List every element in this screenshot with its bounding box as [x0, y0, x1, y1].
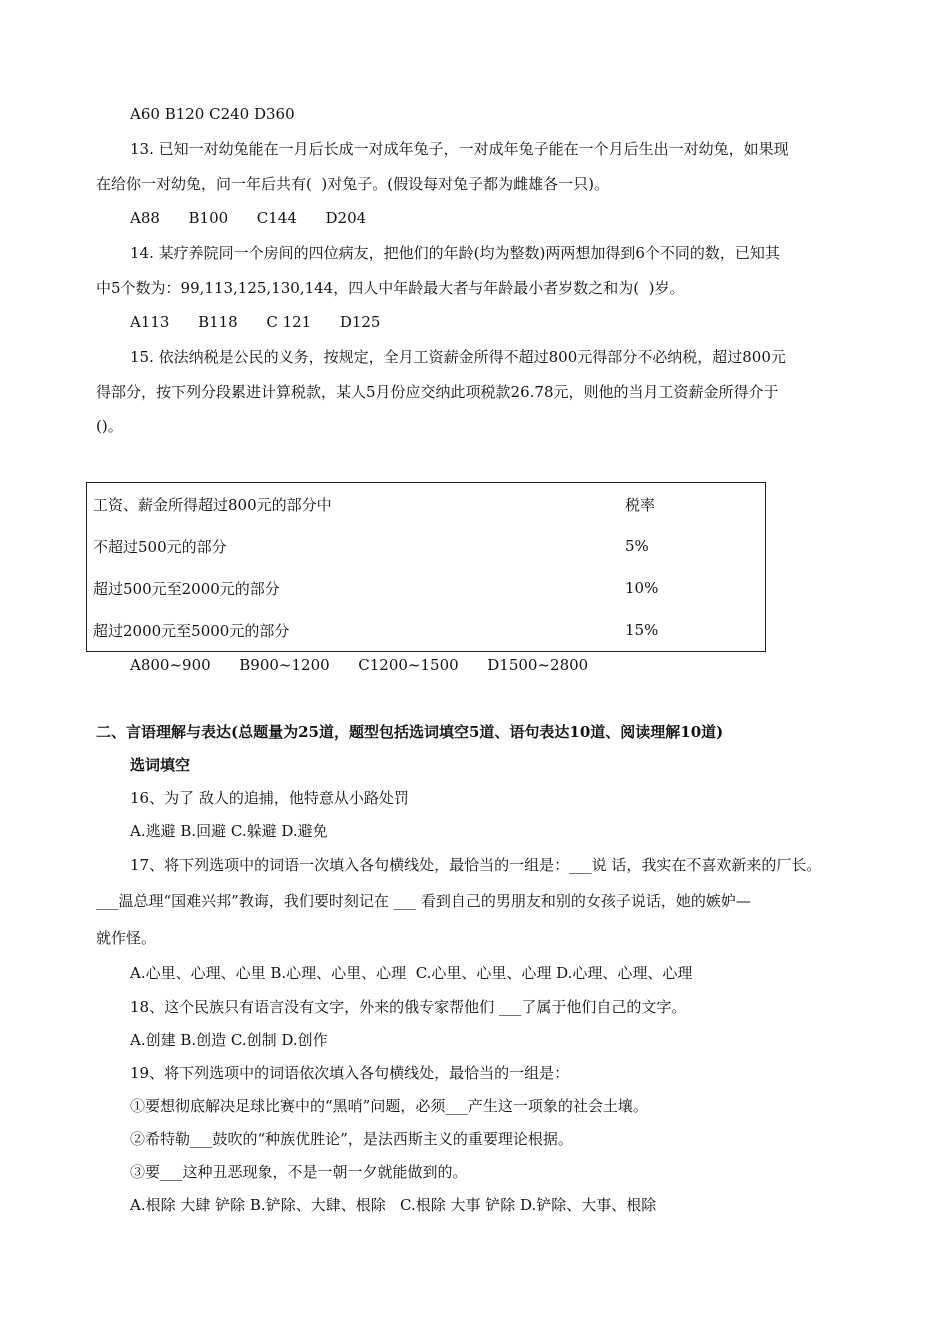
q14-stem-line2: 中5个数为：99,113,125,130,144，四人中年龄最大者与年龄最小者岁数之和为( )岁。	[96, 279, 685, 297]
table-cell-bracket: 不超过500元的部分	[93, 537, 227, 556]
table-row	[87, 525, 766, 567]
table-header-rate: 税率	[625, 495, 656, 514]
q13-stem-line2: 在给你一对幼兔，问一年后共有( )对兔子。(假设每对兔子都为雌雄各一只)。	[96, 175, 609, 193]
q19-stem: 19、将下列选项中的词语依次填入各句横线处，最恰当的一组是：	[130, 1064, 570, 1082]
table-header-row	[87, 483, 766, 526]
q15-stem-line3: ()。	[96, 417, 123, 435]
q18-stem: 18、这个民族只有语言没有文字，外来的俄专家帮他们 ___了属于他们自己的文字。	[130, 998, 687, 1016]
tax-rate-table	[86, 482, 766, 652]
table-cell-bracket: 超过2000元至5000元的部分	[93, 621, 290, 640]
q15-stem-line1: 15. 依法纳税是公民的义务，按规定，全月工资薪金所得不超过800元得部分不必纳税，超过800元	[130, 348, 786, 366]
q18-options: A.创建 B.创造 C.创制 D.创作	[130, 1031, 328, 1049]
q17-stem-line2: ___温总理“国难兴邦”教诲，我们要时刻记在 ___ 看到自己的男朋友和别的女孩子说话，她的嫉妒—	[96, 892, 751, 910]
table-cell-rate: 10%	[625, 579, 659, 597]
q16-stem: 16、为了 敌人的追捕，他特意从小路处罚	[130, 789, 409, 807]
q19-sentence-2: ②希特勒___鼓吹的“种族优胜论”，是法西斯主义的重要理论根据。	[130, 1130, 573, 1148]
q12-options: A60 B120 C240 D360	[130, 105, 295, 123]
q14-stem-line1: 14. 某疗养院同一个房间的四位病友，把他们的年龄(均为整数)两两想加得到6个不同的数，已知其	[130, 244, 780, 262]
table-row	[87, 609, 766, 652]
q13-stem-line1: 13. 已知一对幼兔能在一月后长成一对成年兔子，一对成年兔子能在一个月后生出一对幼兔，如果现	[130, 140, 789, 158]
section-2-heading: 二、言语理解与表达(总题量为25道，题型包括选词填空5道、语句表达10道、阅读理解10道)	[96, 723, 724, 741]
table-header-bracket: 工资、薪金所得超过800元的部分中	[93, 495, 332, 514]
q16-options: A.逃避 B.回避 C.躲避 D.避免	[130, 822, 328, 840]
subsection-heading: 选词填空	[130, 756, 191, 774]
q19-sentence-3: ③要___这种丑恶现象，不是一朝一夕就能做到的。	[130, 1163, 468, 1181]
q14-options: A113 B118 C 121 D125	[130, 313, 381, 331]
q17-stem-line1: 17、将下列选项中的词语一次填入各句横线处，最恰当的一组是：___说 话，我实在不喜欢新来的厂长。	[130, 856, 822, 874]
q17-stem-line3: 就作怪。	[96, 929, 157, 947]
q15-stem-line2: 得部分，按下列分段累进计算税款，某人5月份应交纳此项税款26.78元，则他的当月工资薪金所得介于	[96, 383, 779, 401]
table-cell-rate: 5%	[625, 537, 649, 555]
table-cell-rate: 15%	[625, 621, 659, 639]
q17-options: A.心里、心理、心里 B.心理、心里、心理 C.心里、心里、心理 D.心理、心理、心理	[130, 964, 693, 982]
table-row	[87, 567, 766, 609]
q13-options: A88 B100 C144 D204	[130, 209, 367, 227]
q19-sentence-1: ①要想彻底解决足球比赛中的“黑哨”问题，必须___产生这一项象的社会土壤。	[130, 1097, 648, 1115]
q19-options: A.根除 大肆 铲除 B.铲除、大肆、根除 C.根除 大事 铲除 D.铲除、大事、根除	[130, 1196, 657, 1214]
table-cell-bracket: 超过500元至2000元的部分	[93, 579, 280, 598]
q15-options: A800~900 B900~1200 C1200~1500 D1500~2800	[130, 656, 589, 674]
